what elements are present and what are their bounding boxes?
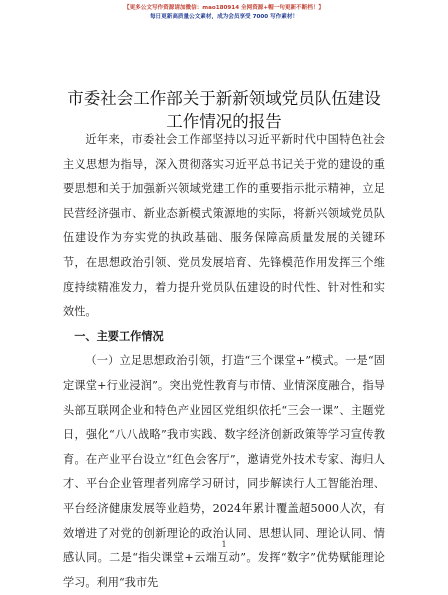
promo-banner-line-2: 每日更新高质量公文素材，成为会员享受 7000 写作素材！: [149, 14, 299, 20]
document-title: 市委社会工作部关于新新领域党员队伍建设工作情况的报告: [67, 89, 381, 131]
section-paragraph: （一）立足思想政治引领，打造“三个课堂+”模式。一是“固定课堂+行业浸润”。突出党性教育与市情、业情深度融合，指导头部互联网企业和特色产业园区党组织依托“三会一课”、主题党日，强化“八八战略”我市实践、数字经济创新政策等学习宣传教育。在产业平台设立“红色会客厅”，邀请党外技术专家、海归人才、平台企业管理者列席学习研讨，同步解读行人工智能治理、平台经济健康发展等业趋势，2024年累计覆盖超5000人次，有效增进了对党的创新理论的政治认同、思想认同、理论认同、情感认同。二是“指尖课堂+云端互动”。发挥“数字”优势赋能理论学习。利用“我市先: [63, 354, 385, 589]
intro-paragraph: 近年来，市委社会工作部坚持以习近平新时代中国特色社会主义思想为指导，深入贯彻落实习近平总书记关于党的建设的重要思想和关于加强新兴领域党建工作的重要指示批示精神，立足民营经济强市、新业态新模式策源地的实际，将新兴领域党员队伍建设作为夯实党的执政基础、服务保障高质量发展的关键环节，在思想政治引领、党员发展培育、先锋模范作用发挥三个维度持续精准发力，着力提升党员队伍建设的时代性、针对性和实效性。: [63, 133, 385, 319]
section-heading: 一、主要工作情况: [74, 329, 164, 343]
document-body: [63, 128, 385, 595]
page-number: 1: [221, 540, 227, 549]
promo-banner: [0, 4, 448, 22]
promo-banner-line-1: 【更多公文写作资源请加微信：mao180914 全网资源+帽一句更新不断档！】: [123, 5, 325, 11]
